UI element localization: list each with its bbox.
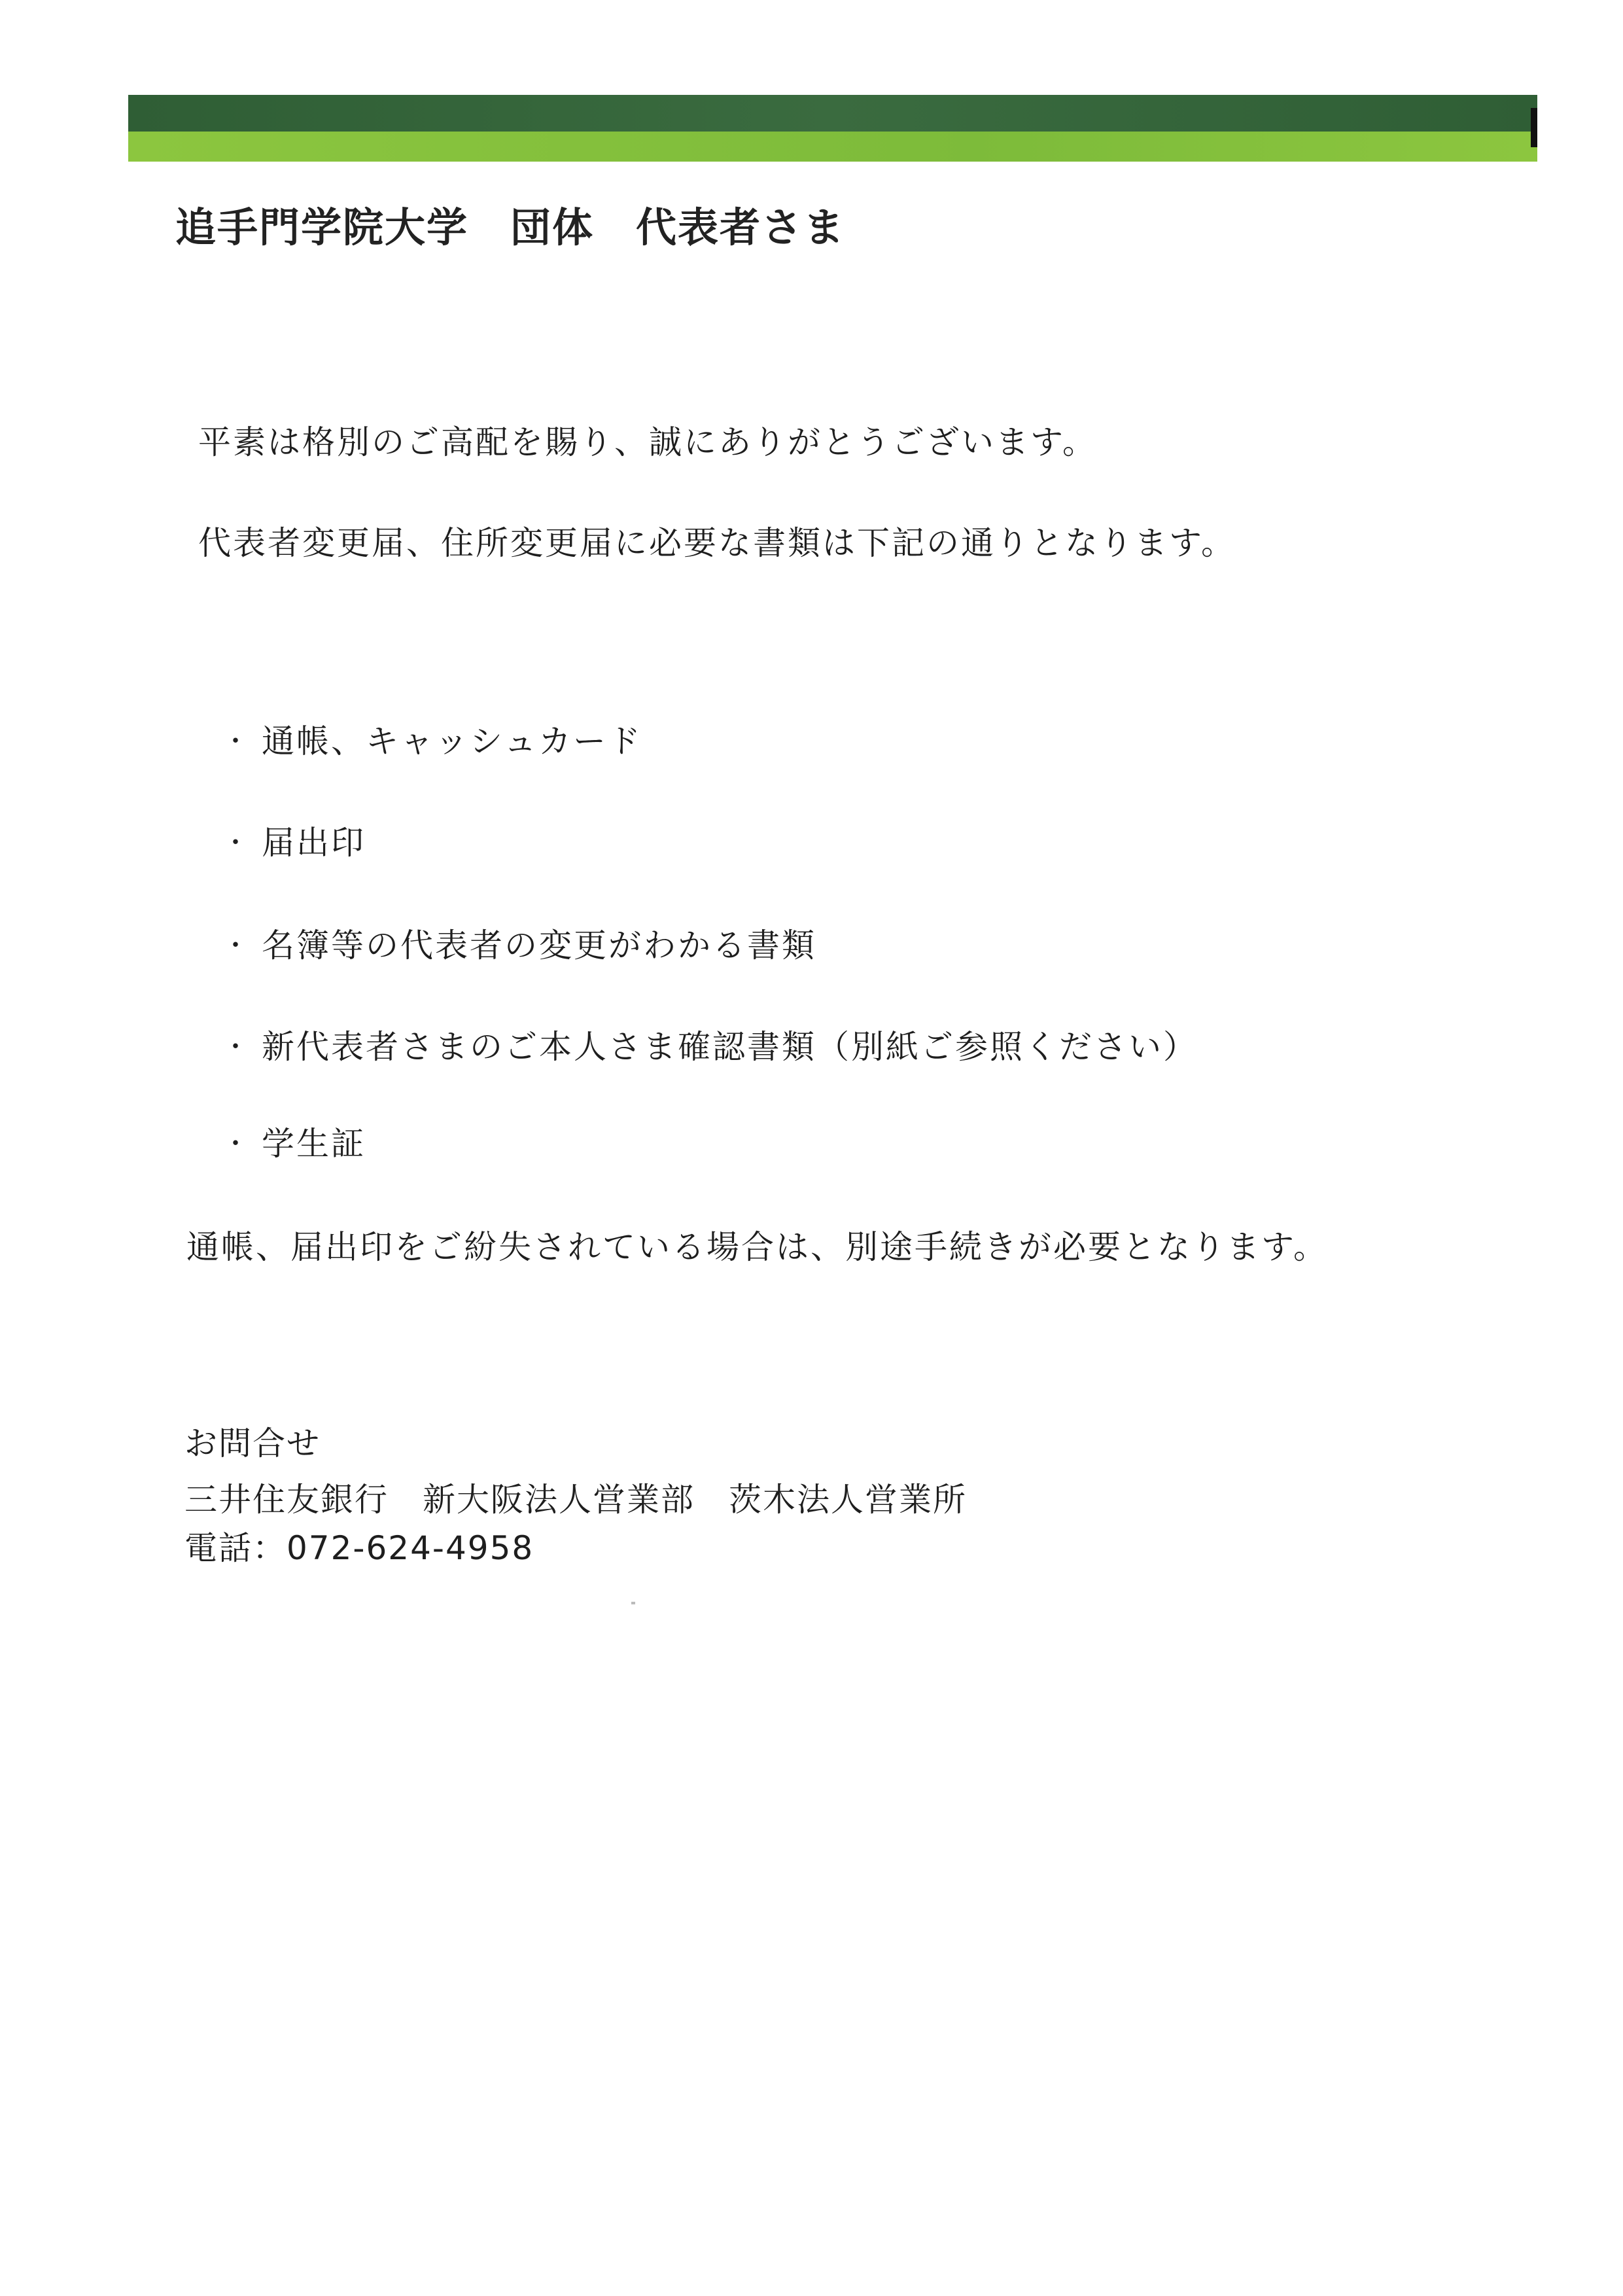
list-item [222,1021,1198,1068]
header-band-edge [1531,108,1537,147]
lost-items-note: 通帳、届出印をご紛失されている場合は、別途手続きが必要となります。 [186,1228,1328,1266]
bullet-dot: ・ [222,1031,251,1062]
recipient-title: 追手門学院大学 団体 代表者さま [175,203,846,251]
list-item [222,817,366,864]
bullet-dot: ・ [222,930,251,961]
bullet-dot: ・ [222,726,251,756]
list-item-label: 新代表者さまのご本人さま確認書類（別紙ご参照ください） [262,1028,1198,1066]
list-item [222,919,816,966]
list-item [222,1118,366,1165]
contact-phone: 電話：072-624-4958 [184,1529,534,1567]
contact-organization: 三井住友銀行 新大阪法人営業部 茨木法人営業所 [184,1481,967,1519]
bullet-dot: ・ [222,827,251,858]
greeting-text: 平素は格別のご高配を賜り、誠にありがとうございます。 [198,423,1097,461]
list-item [222,715,642,762]
contact-heading: お問合せ [184,1424,321,1462]
header-band-light-stripe [128,132,1537,162]
list-item-label: 通帳、キャッシュカード [262,722,642,760]
intro-text: 代表者変更届、住所変更届に必要な書類は下記の通りとなります。 [198,524,1236,562]
header-band [128,95,1537,162]
list-item-label: 届出印 [262,824,366,862]
list-item-label: 学生証 [262,1125,366,1163]
header-band-dark-stripe [128,95,1537,134]
list-item-label: 名簿等の代表者の変更がわかる書類 [262,927,816,964]
scan-speck [631,1602,635,1604]
bullet-dot: ・ [222,1128,251,1159]
